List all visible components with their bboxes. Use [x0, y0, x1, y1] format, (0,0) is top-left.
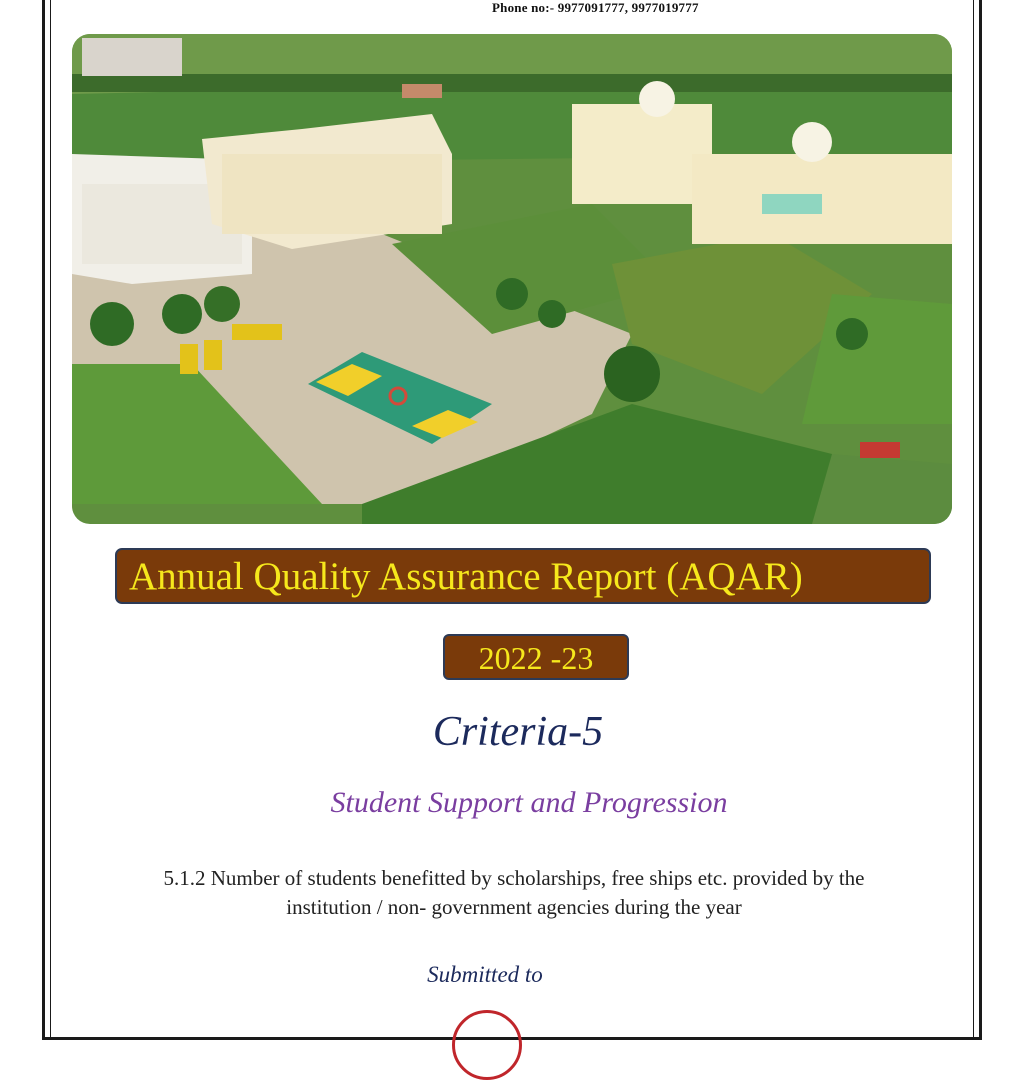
campus-aerial-photo: [72, 34, 952, 524]
criteria-subtitle: Student Support and Progression: [330, 786, 728, 819]
metric-description-line1: 5.1.2 Number of students benefitted by scholarships, free ships etc. provided by the: [163, 866, 865, 890]
criteria-heading: Criteria-5: [432, 709, 604, 755]
submitted-to: Submitted to: [427, 962, 543, 987]
metric-description: [0, 864, 1024, 922]
metric-description-line2: institution / non- government agencies during the year: [286, 895, 742, 919]
phone-numbers: Phone no:- 9977091777, 9977019777: [492, 0, 699, 15]
report-year: 2022 -23: [443, 634, 629, 680]
report-title: Annual Quality Assurance Report (AQAR): [115, 548, 931, 604]
seal-logo-icon: [452, 1010, 522, 1080]
